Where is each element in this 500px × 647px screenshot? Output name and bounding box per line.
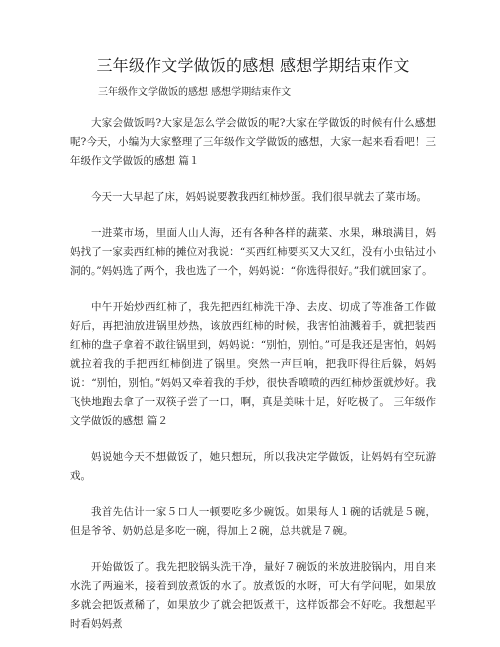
paragraph-5: 妈说她今天不想做饭了，她只想玩，所以我决定学做饭，让妈妈有空玩游戏。 [70,451,436,482]
paragraph-4: 中午开始炒西红柿了，我先把西红柿洗干净、去皮、切成了等准备工作做好后，再把油放进锅里炒热，该放西红柿的时候，我害怕油溅着手，就把装西红柿的盘子拿着不敢往锅里到，妈妈说：“别怕，别怕。”可是我还是害怕，妈妈就拉着我的手把西红柿倒进了锅里。突然一声巨响，把我吓得往后躲，妈妈说：“别怕，别怕。”妈妈又牵着我的手炒，很快香喷喷的西红柿炒蛋就炒好。我飞快地跑去拿了一双筷子尝了一口，啊，真是美味十足，好吃极了。 三年级作文学做饭的感想 篇２ [70,301,436,427]
paragraph-intro: 大家会做饭吗?大家是怎么学会做饭的呢?大家在学做饭的时候有什么感想呢?今天，小编为大家整理了三年级作文学做饭的感想，大家一起来看看吧！三年级作文学做饭的感想 篇１ [70,117,436,167]
paragraph-3: 一进菜市场，里面人山人海，还有各种各样的蔬菜、水果，琳琅满目，妈妈找了一家卖西红柿的摊位对我说：“买西红柿要买又大又红，没有小虫钻过小洞的。”妈妈选了两个，我也选了一个，妈妈说：“你选得很好。”我们就回家了。 [70,227,436,277]
paragraph-7: 开始做饭了。我先把胶锅头洗干净，量好７碗饭的米放进胶锅内，用自来水洗了两遍米，接着到放煮饭的水了。放煮饭的水呀，可大有学问呢，如果放多就会把饭煮稀了，如果放少了就会把饭煮干，这样饭都会不好吃。我想起平时看妈妈煮 [70,561,436,630]
document-title: 三年级作文学做饭的感想 感想学期结束作文 [96,56,410,75]
paragraph-6: 我首先估计一家５口人一顿要吃多少碗饭。如果每人１碗的话就是５碗，但是爷爷、奶奶总是多吃一碗，得加上２碗，总共就是７碗。 [70,506,436,537]
paragraph-2: 今天一大早起了床，妈妈说要教我西红柿炒蛋。我们很早就去了菜市场。 [91,191,427,203]
document-subtitle: 三年级作文学做饭的感想 感想学期结束作文 [98,87,292,98]
